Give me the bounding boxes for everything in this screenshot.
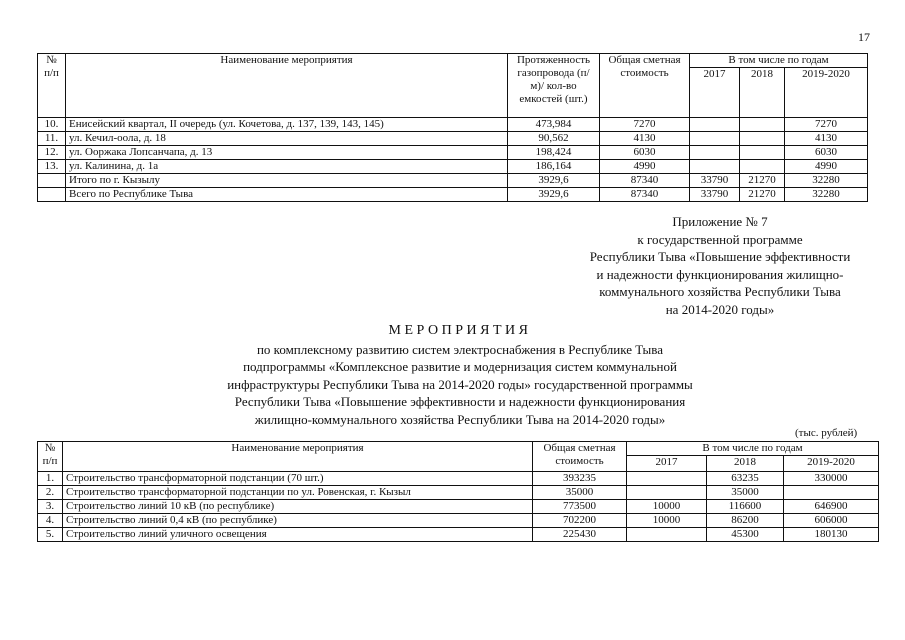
- row-2019-2020: [784, 486, 879, 500]
- row-2018: [740, 160, 785, 174]
- row-length: 3929,6: [508, 188, 600, 202]
- row-cost: 6030: [600, 146, 690, 160]
- row-2019-2020: 4130: [785, 132, 868, 146]
- units-label: (тыс. рублей): [795, 427, 858, 439]
- row-2019-2020: 32280: [785, 174, 868, 188]
- header-by-years: В том числе по годам: [627, 442, 879, 456]
- row-cost: 87340: [600, 174, 690, 188]
- row-2019-2020: 4990: [785, 160, 868, 174]
- heading-line: подпрограммы «Комплексное развитие и модернизация систем коммунальной: [243, 359, 677, 374]
- header-2017: 2017: [627, 456, 707, 472]
- row-cost: 4130: [600, 132, 690, 146]
- heading-line: инфраструктуры Республики Тыва на 2014-2020 годы» государственной программы: [227, 376, 693, 392]
- table-row: [38, 146, 868, 160]
- row-2019-2020: 7270: [785, 118, 868, 132]
- appendix-line: Республики Тыва «Повышение эффективности: [589, 249, 851, 264]
- row-num: 13.: [38, 160, 66, 174]
- header-2018: 2018: [740, 68, 785, 118]
- table-row: [38, 500, 879, 514]
- table-row: [38, 528, 879, 542]
- section-heading: [160, 322, 760, 428]
- row-2019-2020: 606000: [784, 514, 879, 528]
- row-cost: 393235: [533, 472, 627, 486]
- header-num: № п/п: [38, 442, 63, 472]
- table-row: [38, 514, 879, 528]
- row-name: ул. Калинина, д. 1а: [66, 160, 508, 174]
- row-name: Итого по г. Кызылу: [66, 174, 508, 188]
- header-by-years: В том числе по годам: [690, 54, 868, 68]
- row-num: 4.: [38, 514, 63, 528]
- row-2019-2020: 180130: [784, 528, 879, 542]
- table-row: [38, 118, 868, 132]
- row-num: [38, 174, 66, 188]
- row-2017: [627, 528, 707, 542]
- row-num: 12.: [38, 146, 66, 160]
- row-num: 10.: [38, 118, 66, 132]
- row-cost: 35000: [533, 486, 627, 500]
- row-2019-2020: 646900: [784, 500, 879, 514]
- header-num: № п/п: [38, 54, 66, 118]
- section-title: МЕРОПРИЯТИЯ: [388, 323, 532, 338]
- header-2017: 2017: [690, 68, 740, 118]
- row-num: 1.: [38, 472, 63, 486]
- header-name: Наименование мероприятия: [63, 442, 533, 472]
- table-row-total: [38, 188, 868, 202]
- heading-line: жилищно-коммунального хозяйства Республики Тыва на 2014-2020 годы»: [254, 411, 666, 427]
- appendix-note: [555, 213, 885, 318]
- row-2017: 33790: [690, 188, 740, 202]
- row-length: 3929,6: [508, 174, 600, 188]
- row-2017: 10000: [627, 514, 707, 528]
- row-num: [38, 188, 66, 202]
- row-2018: 21270: [740, 174, 785, 188]
- row-num: 11.: [38, 132, 66, 146]
- row-name: Строительство линий 10 кВ (по республике): [63, 500, 533, 514]
- appendix-line: на 2014-2020 годы»: [665, 301, 775, 317]
- row-name: ул. Кечил-оола, д. 18: [66, 132, 508, 146]
- appendix-line: Приложение № 7: [672, 214, 768, 229]
- row-2017: [690, 160, 740, 174]
- row-length: 198,424: [508, 146, 600, 160]
- row-2018: [740, 146, 785, 160]
- row-cost: 225430: [533, 528, 627, 542]
- row-name: ул. Ооржака Лопсанчапа, д. 13: [66, 146, 508, 160]
- row-2018: [740, 118, 785, 132]
- row-cost: 87340: [600, 188, 690, 202]
- header-cost: Общая сметная стоимость: [600, 54, 690, 118]
- row-name: Строительство линий 0,4 кВ (по республике): [63, 514, 533, 528]
- appendix-line: к государственной программе: [637, 231, 803, 247]
- appendix-line: коммунального хозяйства Республики Тыва: [599, 284, 841, 299]
- row-2018: 21270: [740, 188, 785, 202]
- row-length: 186,164: [508, 160, 600, 174]
- row-name: Строительство трансформаторной подстанции (70 шт.): [63, 472, 533, 486]
- table-row: [38, 160, 868, 174]
- row-cost: 702200: [533, 514, 627, 528]
- row-num: 3.: [38, 500, 63, 514]
- row-cost: 4990: [600, 160, 690, 174]
- header-length: Протяженность газопровода (п/м)/ кол-во емкостей (шт.): [508, 54, 600, 118]
- table-row: [38, 486, 879, 500]
- table-row-subtotal: [38, 174, 868, 188]
- row-2017: 10000: [627, 500, 707, 514]
- header-2019-2020: 2019-2020: [784, 456, 879, 472]
- row-2018: 86200: [707, 514, 784, 528]
- row-2017: [690, 118, 740, 132]
- row-2019-2020: 330000: [784, 472, 879, 486]
- table-row: [38, 472, 879, 486]
- header-2019-2020: 2019-2020: [785, 68, 868, 118]
- row-2018: 63235: [707, 472, 784, 486]
- header-2018: 2018: [707, 456, 784, 472]
- row-num: 5.: [38, 528, 63, 542]
- row-2018: 45300: [707, 528, 784, 542]
- row-name: Строительство линий уличного освещения: [63, 528, 533, 542]
- appendix-line: и надежности функционирования жилищно-: [596, 266, 844, 282]
- table-row: [38, 132, 868, 146]
- row-name: Строительство трансформаторной подстанции по ул. Ровенская, г. Кызыл: [63, 486, 533, 500]
- row-2017: [627, 472, 707, 486]
- row-length: 90,562: [508, 132, 600, 146]
- row-name: Енисейский квартал, II очередь (ул. Кочетова, д. 137, 139, 143, 145): [66, 118, 508, 132]
- heading-line: Республики Тыва «Повышение эффективности и надежности функционирования: [234, 394, 686, 409]
- power-supply-table: [37, 441, 879, 542]
- row-2017: [690, 146, 740, 160]
- gas-pipeline-table: [37, 53, 868, 202]
- header-cost: Общая сметная стоимость: [533, 442, 627, 472]
- row-2019-2020: 6030: [785, 146, 868, 160]
- row-name: Всего по Республике Тыва: [66, 188, 508, 202]
- row-num: 2.: [38, 486, 63, 500]
- row-2018: [740, 132, 785, 146]
- row-2018: 116600: [707, 500, 784, 514]
- row-length: 473,984: [508, 118, 600, 132]
- row-2017: [690, 132, 740, 146]
- row-cost: 773500: [533, 500, 627, 514]
- page-number: 17: [858, 30, 870, 44]
- header-name: Наименование мероприятия: [66, 54, 508, 118]
- row-2019-2020: 32280: [785, 188, 868, 202]
- heading-line: по комплексному развитию систем электроснабжения в Республике Тыва: [256, 341, 664, 357]
- row-2017: [627, 486, 707, 500]
- row-2017: 33790: [690, 174, 740, 188]
- row-2018: 35000: [707, 486, 784, 500]
- row-cost: 7270: [600, 118, 690, 132]
